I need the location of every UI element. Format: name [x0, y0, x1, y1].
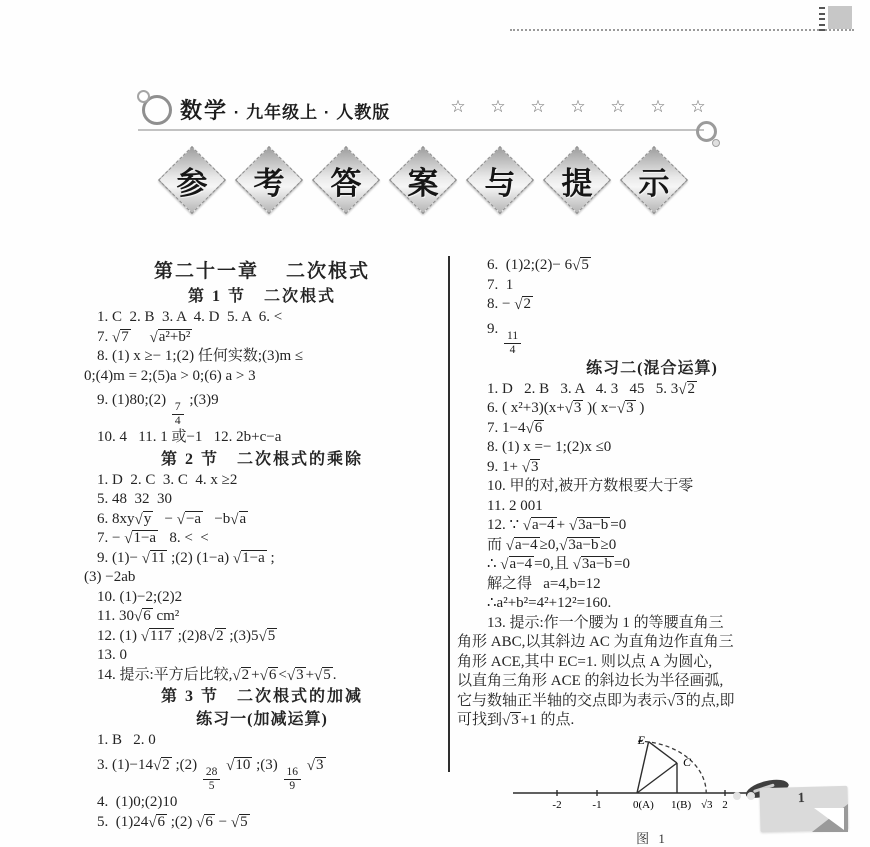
registration-dashes [819, 7, 825, 31]
sqrt-expression: √ 3 [565, 399, 584, 419]
section-heading: 第 3 节 二次根式的加减 [160, 688, 363, 706]
answer-line: 0;(4)m = 2;(5)a > 0;(6) a > 3 [84, 367, 256, 384]
sqrt-expression: √ 3a−b [573, 555, 614, 575]
banner-char: 示 [638, 165, 670, 201]
answer-line: 6. ( x²+3)(x+ √ 3 )( x− √ 3 ) [457, 399, 847, 419]
page-header [138, 93, 728, 129]
answer-line: 3. (1)−14 √ 2 ;(2) $\frac{28}{5}$ √ 10 ;(3) $\frac{16}{9}$ √ 3 [84, 751, 440, 793]
banner-char: 参 [176, 165, 208, 201]
answer-line: 12. (1) √ 117 ;(2)8 √ 2 ;(3)5 √ 5 [84, 627, 440, 647]
answer-line: 1. C 2. B 3. A 4. D 5. A 6. < [97, 309, 283, 325]
answer-line: 9. $\frac{11}{4}$ [457, 315, 847, 357]
point-label-E: E [637, 732, 645, 747]
sqrt-expression: √ 3 [522, 458, 541, 478]
answer-line: 10. 甲的对,被开方数根要大于零 [487, 478, 694, 495]
sqrt-expression: √ 2 [153, 751, 172, 780]
sqrt-expression: √ 3 [502, 711, 521, 731]
banner-char: 提 [561, 165, 593, 201]
fraction: $\frac{11}{4}$ [504, 330, 521, 357]
sqrt-expression: √ 5 [572, 256, 591, 276]
book-title [180, 94, 390, 125]
sqrt-expression: √ a²+b² [149, 328, 192, 348]
figure-caption: 图 1 [636, 830, 668, 846]
answer-line: 4. (1)0;(2)10 [97, 794, 178, 811]
answer-line: 14. 提示:平方后比较, √ 2 + √ 6 < √ 3 + √ 5 . [84, 666, 440, 686]
answer-line: 8. − √ 2 [457, 295, 847, 315]
answer-line: 7. − √ 1−a 8. < < [84, 529, 440, 549]
sqrt-expression: √ 1−a [233, 549, 267, 569]
banner-diamond [466, 146, 534, 214]
answer-line: 12. ∵ √ a−4 + √ 3a−b =0 [457, 516, 847, 536]
banner-char: 答 [330, 165, 362, 201]
sqrt-expression: √ y [135, 510, 154, 530]
answer-line: 可找到 √ 3 +1 的点. [457, 711, 847, 731]
answer-line: 以直角三角形 ACE 的斜边长为半径画弧, [457, 673, 724, 690]
sqrt-expression: √ 6 [148, 813, 167, 833]
sqrt-expression: √ 3 [287, 666, 306, 686]
section-heading: 练习一(加减运算) [196, 711, 328, 729]
answer-line: 而 √ a−4 ≥0, √ 3a−b ≥0 [457, 536, 847, 556]
answer-line: 7. 1 [487, 276, 514, 293]
answer-line: 9. 1+ √ 3 [457, 458, 847, 478]
tick-label: -2 [552, 798, 562, 811]
sqrt-expression: √ 7 [112, 328, 131, 348]
star-icon: ☆ [450, 97, 466, 116]
answer-line: 13. 0 [97, 647, 127, 664]
header-rule [138, 129, 704, 131]
folded-corner [812, 804, 848, 832]
banner-diamond [235, 146, 303, 214]
sqrt-expression: √ 5 [231, 813, 250, 833]
section-heading: 第 2 节 二次根式的乘除 [160, 450, 363, 468]
tick-label: 2 [722, 798, 728, 811]
sqrt-expression: √ a−4 [523, 516, 557, 536]
sqrt-expression: √ 11 [142, 549, 168, 569]
answer-line: 11. 2 001 [487, 497, 543, 514]
star-icon: ☆ [610, 97, 626, 116]
answer-line: ∴a²+b²=4²+12²=160. [487, 595, 612, 612]
answer-line: 1. D 2. C 3. C 4. x ≥2 [97, 471, 238, 488]
sqrt-expression: √ 2 [207, 627, 226, 647]
tick-label: -1 [592, 798, 602, 811]
answer-line: 解之得 a=4,b=12 [487, 575, 601, 592]
answer-line: 5. (1)24 √ 6 ;(2) √ 6 − √ 5 [84, 813, 440, 833]
sqrt-expression: √ 6 [134, 607, 153, 627]
sqrt-expression: √ a−4 [500, 555, 534, 575]
column-divider [448, 256, 450, 772]
banner-diamond [543, 146, 611, 214]
star-icon: ☆ [690, 97, 706, 116]
answer-line: 8. (1) x ≥− 1;(2) 任何实数;(3)m ≤ [97, 348, 304, 364]
banner-diamond [389, 146, 457, 214]
star-icon: ☆ [570, 97, 586, 116]
answer-line: 1. B 2. 0 [97, 732, 156, 749]
star-icon: ☆ [490, 97, 506, 116]
star-icon: ☆ [530, 97, 546, 116]
sqrt-expression: √ 2 [678, 380, 697, 400]
answer-line: 5. 48 32 30 [97, 491, 172, 508]
sqrt-expression: √ 3a−b [559, 536, 600, 556]
answer-line: 7. √ 7 √ a²+b² [84, 328, 440, 348]
page-number: 1 [797, 790, 805, 807]
answer-line: 9. (1)80;(2) $\frac{7}{4}$ ;(3)9 [97, 392, 219, 428]
answer-line: 8. (1) x =− 1;(2)x ≤0 [487, 439, 612, 456]
sqrt-expression: √ 6 [525, 419, 544, 439]
tick-label: 0(A) [633, 798, 654, 811]
point-label-C: C [683, 754, 692, 769]
banner-diamond [158, 146, 226, 214]
answer-line: 它与数轴正半轴的交点即为表示 √ 3 的点,即 [457, 692, 847, 712]
banner-char: 案 [407, 165, 439, 201]
star-icon: ☆ [650, 97, 666, 116]
answer-line: 6. 8xy √ y − √ −a −b √ a [84, 510, 440, 530]
answer-line: 10. 4 11. 1 或−1 12. 2b+c−a [97, 429, 282, 446]
book-edition: · 九年级上 · 人教版 [228, 103, 391, 122]
sqrt-expression: √ a−4 [506, 536, 540, 556]
note-dots [733, 792, 755, 800]
answer-line: 6. (1)2;(2)− 6 √ 5 [457, 256, 847, 276]
sqrt-expression: √ 3 [617, 399, 636, 419]
sqrt-expression: √ 6 [260, 666, 279, 686]
tick-label: √3 [701, 798, 713, 811]
answer-line: 7. 1−4 √ 6 [457, 419, 847, 439]
star-row [438, 97, 718, 117]
right-column [457, 256, 847, 847]
sqrt-expression: √ a [230, 510, 248, 530]
magnifier-ring-icon [696, 121, 717, 142]
rings-logo-icon [142, 95, 172, 125]
top-dotted-line [510, 29, 854, 31]
sqrt-expression: √ 1−a [124, 529, 158, 549]
banner-char: 考 [253, 165, 285, 201]
sqrt-expression: √ 117 [141, 627, 174, 647]
section-heading: 第 1 节 二次根式 [187, 288, 336, 305]
segment-EC [649, 742, 677, 763]
tick-label: 1(B) [671, 798, 692, 811]
sqrt-expression: √ 3 [307, 751, 326, 780]
section-heading: 练习二(混合运算) [586, 359, 718, 377]
answer-line: 11. 30 √ 6 cm² [84, 607, 440, 627]
sqrt-expression: √ −a [177, 510, 203, 530]
sqrt-expression: √ 3a−b [569, 516, 610, 536]
answer-line: 10. (1)−2;(2)2 [97, 588, 183, 605]
sqrt-expression: √ 2 [232, 666, 251, 686]
answers-banner [168, 156, 678, 204]
sqrt-expression: √ 6 [196, 813, 215, 833]
banner-diamond [620, 146, 688, 214]
answer-line: 9. (1)− √ 11 ;(2) (1−a) √ 1−a ; [84, 549, 440, 569]
sqrt-expression: √ 3 [667, 692, 686, 712]
answer-line: ∴ √ a−4 =0,且 √ 3a−b =0 [457, 555, 847, 575]
left-column [84, 258, 440, 832]
banner-char: 与 [484, 165, 516, 201]
fraction: $\frac{7}{4}$ [172, 401, 184, 428]
book-subject: 数学 [180, 98, 229, 123]
registration-square [828, 6, 852, 29]
banner-diamond [312, 146, 380, 214]
fraction: $\frac{28}{5}$ [203, 766, 221, 793]
answer-line: 1. D 2. B 3. A 4. 3 45 5. 3 √ 2 [457, 380, 847, 400]
fraction: $\frac{16}{9}$ [284, 766, 302, 793]
sqrt-expression: √ 2 [514, 295, 533, 315]
answer-line: 13. 提示:作一个腰为 1 的等腰直角三 [487, 614, 724, 631]
sqrt-expression: √ 5 [259, 627, 278, 647]
sqrt-expression: √ 10 [226, 751, 252, 780]
answer-line: (3) −2ab [84, 569, 136, 586]
answer-line: 角形 ACE,其中 EC=1. 则以点 A 为圆心, [457, 653, 713, 670]
section-heading: 第二十一章 二次根式 [153, 261, 370, 282]
sqrt-expression: √ 5 [314, 666, 333, 686]
answer-line: 角形 ABC,以其斜边 AC 为直角边作直角三 [457, 634, 734, 651]
